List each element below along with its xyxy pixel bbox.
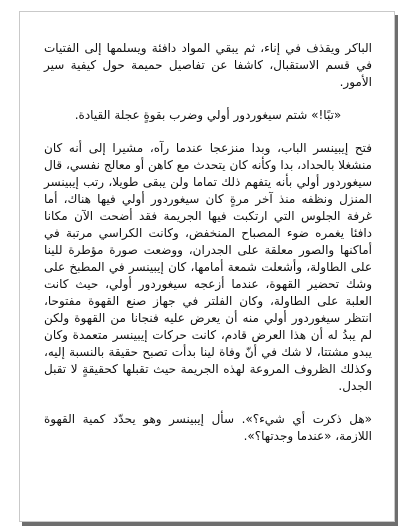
paragraph-1: الباكر ويقذف في إناء، ثم يبقي المواد دافئة ويسلمها إلى الفتيات في قسم الاستقبال، كاشفا عن تفاصيل حميمة حول كيفية سير الأمور. xyxy=(44,41,372,89)
page-text xyxy=(44,40,372,445)
document-page xyxy=(19,11,395,522)
paragraph-2: «تبًا!» شتم سيغوردور أولي وضرب بقوةٍ عجلة القيادة. xyxy=(74,108,342,122)
paragraph-3: فتح إيبينسر الباب، وبدا منزعجا عندما رآه، مشيرا إلى أنه كان منشغلا بالحداد، بدا وكأنه كان يتحدث مع كاهن أو معالج نفسي، قال سيغوردور أولي بأنه يتفهم ذلك تماما ولن يبقى طويلا، رتب إيبينسر المنزل ونظفه منذ آخر مرةٍ كان سيغوردور أولي فيها هناك، أما غرفة الجلوس التي ارتكبت فيها الجريمة فقد أضحت الآن مكانا دافئا يغمره ضوء المصباح المنخفض، وكانت الكراسي مرتبة في أماكنها والصور معلقة على الجدران، ووضعت صورة مؤطرة للينا على الطاولة، وأشعلت شمعة أمامها، كان إيبينسر في المطبخ على وشك تحضير القهوة، عندما أزعجه سيغوردور أولي، حيث كانت العلبة على الطاولة، وكان الفلتر في جهاز صنع القهوة مفتوحا، انتظر سيغوردور أولي منه أن يعرض عليه فنجانا من القهوة ولكن لم يبدُ له أن هذا العرض قادم، كانت حركات إيبينسر متعمدة وكان يبدو مشتتا، لا شك في أنّ وفاة لينا بدأت تصبح حقيقة بالنسبة إليه، وكذلك الظروف المروعة لهذه الجريمة حيث تقبلها كحقيقةٍ لا تقبل الجدل. xyxy=(44,141,372,393)
paragraph-4: «هل ذكرت أي شيء؟». سأل إيبينسر وهو يحدّد كمية القهوة اللازمة، «عندما وجدتها؟». xyxy=(44,412,372,443)
